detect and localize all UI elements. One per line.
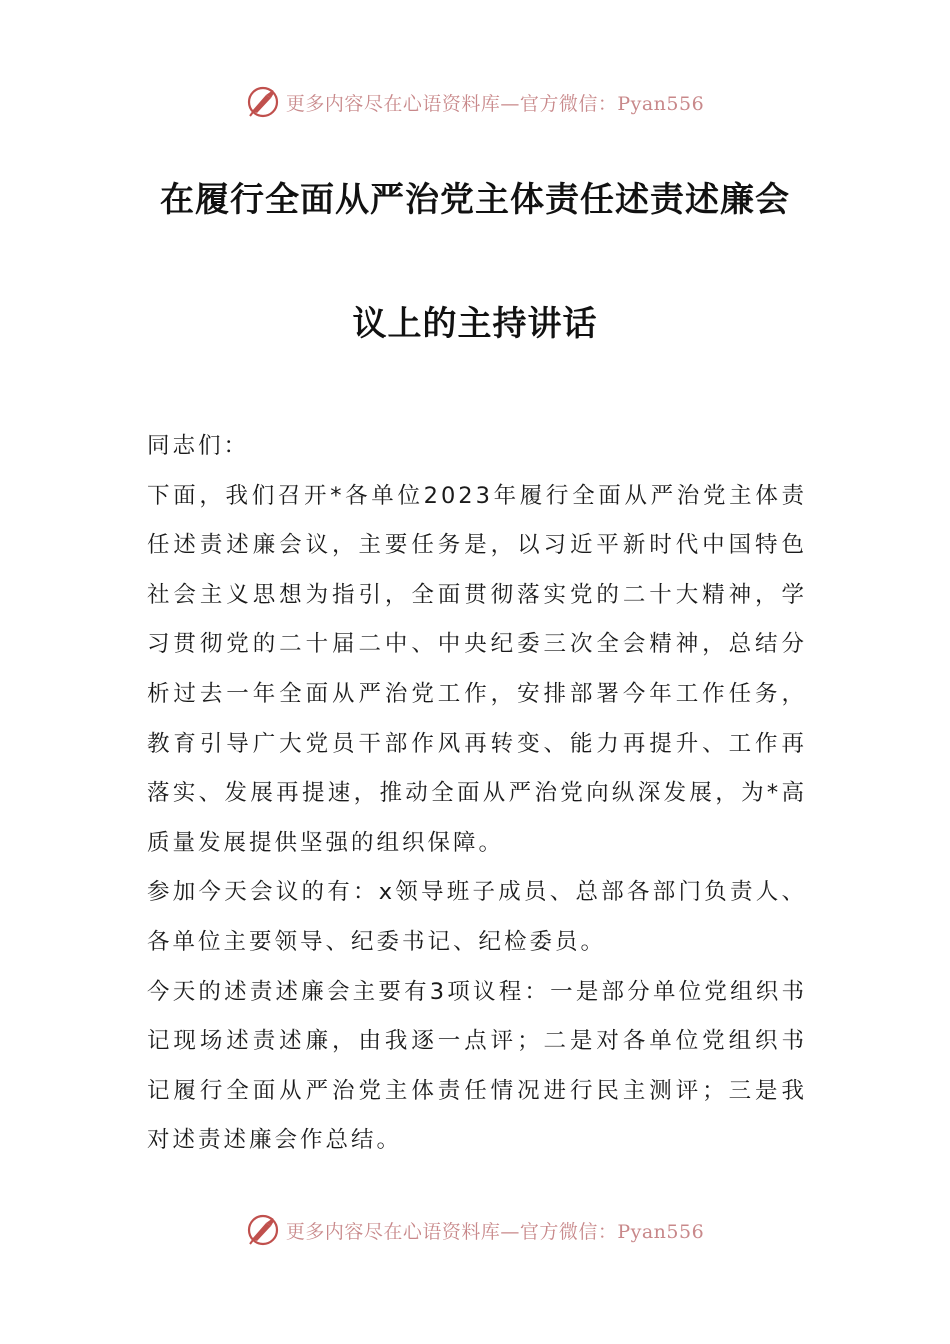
pen-nib-logo-icon xyxy=(246,85,280,119)
paragraph-attendees: 参加今天会议的有：x领导班子成员、总部各部门负责人、各单位主要领导、纪委书记、纪检委员。 xyxy=(147,879,807,955)
watermark-footer xyxy=(0,1210,950,1250)
document-title-line-2: 议上的主持讲话 xyxy=(352,304,598,344)
pen-nib-logo-icon xyxy=(246,1213,280,1247)
paragraph-agenda: 今天的述责述廉会主要有3项议程：一是部分单位党组织书记现场述责述廉，由我逐一点评；二是对各单位党组织书记履行全面从严治党主体责任情况进行民主测评；三是我对述责述廉会作总结。 xyxy=(147,978,807,1154)
watermark-text: 更多内容尽在心语资料库—官方微信：Pyan556 xyxy=(285,92,705,115)
document-body xyxy=(147,422,807,1166)
paragraph-purpose: 下面，我们召开*各单位2023年履行全面从严治党主体责任述责述廉会议，主要任务是，以习近平新时代中国特色社会主义思想为指引，全面贯彻落实党的二十大精神，学习贯彻党的二十届二中、中央纪委三次全会精神，总结分析过去一年全面从严治党工作，安排部署今年工作任务，教育引导广大党员干部作风再转变、能力再提升、工作再落实、发展再提速，推动全面从严治党向纵深发展，为*高质量发展提供坚强的组织保障。 xyxy=(147,482,807,856)
salutation: 同志们： xyxy=(147,433,250,459)
watermark-text: 更多内容尽在心语资料库—官方微信：Pyan556 xyxy=(285,1220,705,1243)
watermark-header xyxy=(0,82,950,122)
document-title-line-1: 在履行全面从严治党主体责任述责述廉会 xyxy=(160,180,790,220)
